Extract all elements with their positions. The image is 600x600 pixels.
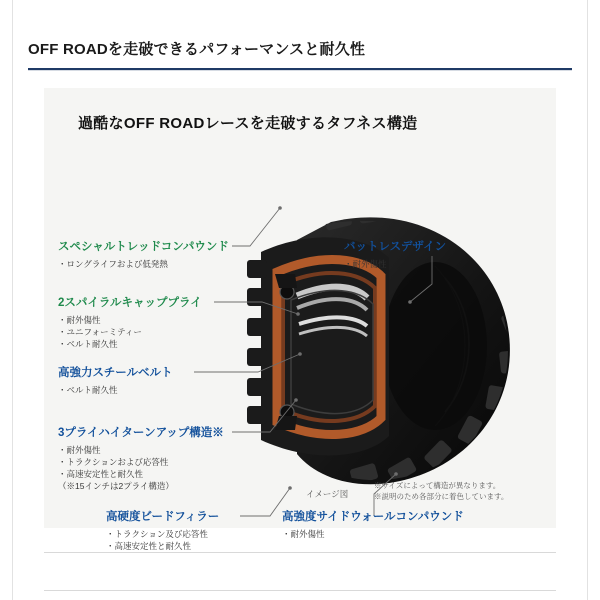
list-item: ・トラクションおよび応答性: [58, 457, 169, 467]
callout-three-ply-turnup-heading: 3プライハイターンアップ構造※: [58, 427, 224, 439]
callout-spiral-cap-ply-heading: 2スパイラルキャッププライ: [58, 297, 202, 309]
callout-sidewall-compound-list: [282, 528, 464, 540]
callout-tread-compound-list: [58, 258, 229, 270]
footnote-line-1: ※サイズによって構造が異なります。: [374, 481, 501, 490]
callout-buttress-design: [344, 240, 446, 270]
list-item: ・耐外傷性: [58, 445, 101, 455]
callout-sidewall-compound-heading: 高強度サイドウォールコンパウンド: [282, 511, 464, 523]
list-item: ・耐外傷性: [58, 315, 101, 325]
callout-steel-belt-list: [58, 384, 173, 396]
left-page-border: [0, 0, 13, 600]
page-title: OFF ROADを走破できるパフォーマンスと耐久性: [28, 41, 366, 58]
callout-three-ply-turnup-list: [58, 444, 224, 492]
list-item: ・高速安定性と耐久性: [106, 541, 192, 551]
footnotes: [374, 480, 508, 502]
bottom-divider-1: [44, 552, 556, 553]
list-item: ・ベルト耐久性: [58, 339, 118, 349]
right-page-border: [587, 0, 600, 600]
list-item: ・トラクション及び応答性: [106, 529, 208, 539]
tire-structure-panel: [44, 88, 556, 551]
list-item: ・耐外傷性: [282, 529, 325, 539]
callout-tread-compound-heading: スペシャルトレッドコンパウンド: [58, 241, 229, 253]
panel-title: 過酷なOFF ROADレースを走破するタフネス構造: [78, 115, 418, 132]
callout-three-ply-turnup: [58, 426, 224, 492]
callout-sidewall-compound: [282, 510, 464, 540]
callout-spiral-cap-ply: [58, 296, 202, 350]
list-item: ・ベルト耐久性: [58, 385, 118, 395]
callout-steel-belt: [58, 366, 173, 396]
list-item: ・耐外傷性: [344, 259, 387, 269]
list-item: ・ロングライフおよび低発熱: [58, 259, 168, 269]
callout-bead-filler-heading: 高硬度ビードフィラー: [106, 511, 220, 523]
callout-steel-belt-heading: 高強力スチールベルト: [58, 367, 173, 379]
callout-tread-compound: [58, 240, 229, 270]
image-caption: イメージ図: [306, 489, 349, 499]
list-item: （※15インチは2プライ構造）: [58, 481, 174, 491]
footnote-line-2: ※説明のため各部分に着色しています。: [374, 492, 509, 501]
list-item: ・高速安定性と耐久性: [58, 469, 144, 479]
callout-buttress-design-heading: バットレスデザイン: [344, 241, 447, 253]
callout-spiral-cap-ply-list: [58, 314, 202, 350]
tire-cutaway-illustration: [239, 188, 529, 498]
callout-bead-filler-list: [106, 528, 219, 552]
bottom-divider-2: [44, 590, 556, 591]
header-divider-thin: [28, 70, 572, 71]
list-item: ・ユニフォーミティー: [58, 327, 142, 337]
callout-bead-filler: [106, 510, 219, 552]
section-header: [28, 38, 572, 59]
callout-buttress-design-list: [344, 258, 446, 270]
